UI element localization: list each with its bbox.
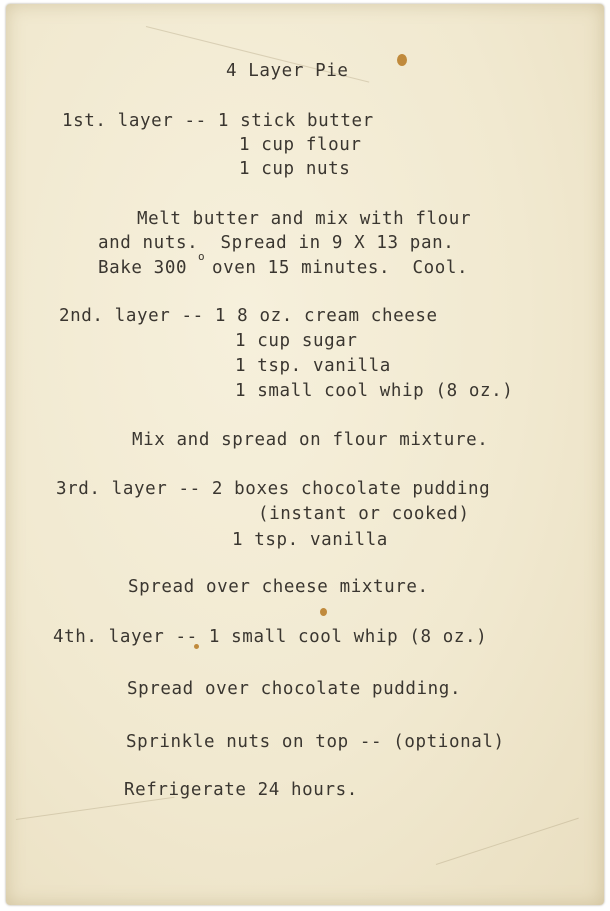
degree-mark: o: [198, 250, 205, 263]
layer4-line: 4th. layer -- 1 small cool whip (8 oz.): [53, 627, 488, 647]
paper-crease: [16, 797, 175, 820]
layer2-ingredient: 1 small cool whip (8 oz.): [235, 381, 514, 401]
layer3-ingredient: (instant or cooked): [258, 504, 470, 524]
layer1-line: 1st. layer -- 1 stick butter: [62, 111, 374, 131]
layer3-line: 3rd. layer -- 2 boxes chocolate pudding: [56, 479, 491, 499]
layer1-direction: Melt butter and mix with flour: [137, 209, 472, 229]
layer3-ingredient: 1 tsp. vanilla: [232, 530, 388, 550]
stain-spot: [397, 54, 407, 66]
layer1-ingredient: 1 cup nuts: [239, 159, 351, 179]
layer1-ingredient: 1 cup flour: [239, 135, 362, 155]
layer1-direction: Bake 300: [98, 258, 188, 278]
recipe-title: 4 Layer Pie: [226, 61, 349, 81]
layer1-direction: and nuts. Spread in 9 X 13 pan.: [98, 233, 455, 253]
layer2-direction: Mix and spread on flour mixture.: [132, 430, 489, 450]
layer1-direction: oven 15 minutes. Cool.: [212, 258, 469, 278]
stain-spot: [320, 608, 327, 616]
layer2-line: 2nd. layer -- 1 8 oz. cream cheese: [59, 306, 438, 326]
layer4-direction: Refrigerate 24 hours.: [124, 780, 358, 800]
layer4-direction: Spread over chocolate pudding.: [127, 679, 462, 699]
layer2-ingredient: 1 cup sugar: [235, 331, 358, 351]
layer3-direction: Spread over cheese mixture.: [128, 577, 429, 597]
layer4-direction: Sprinkle nuts on top -- (optional): [126, 732, 505, 752]
layer2-ingredient: 1 tsp. vanilla: [235, 356, 391, 376]
paper-crease: [436, 818, 579, 865]
